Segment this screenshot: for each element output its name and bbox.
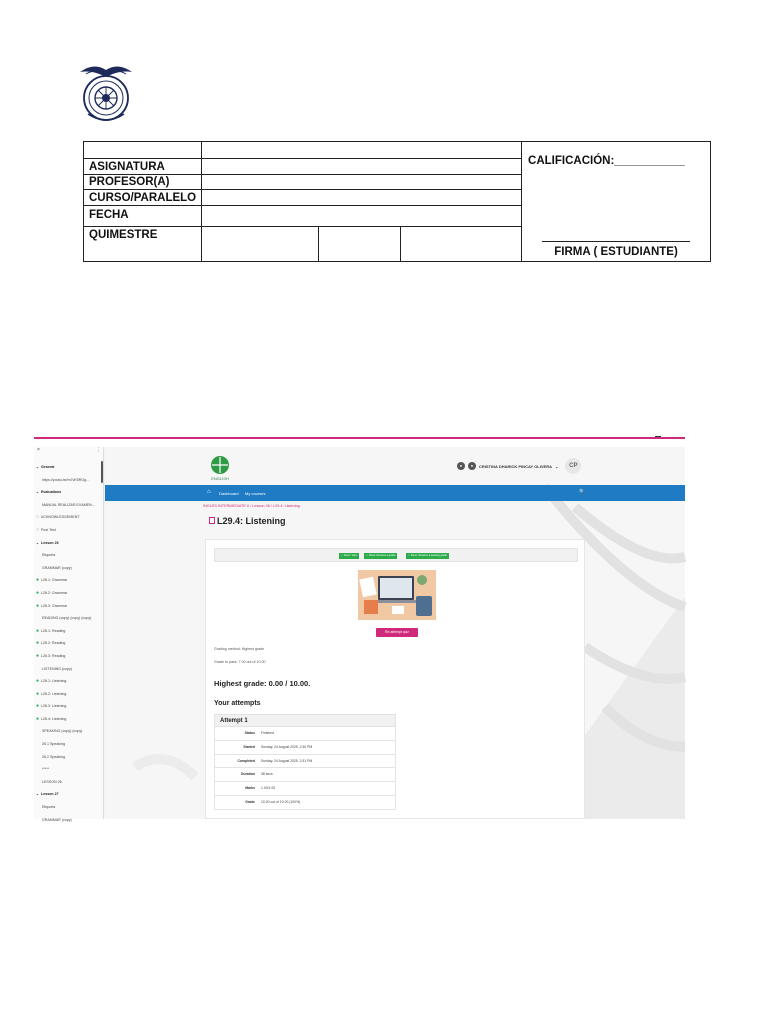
sidebar-item[interactable] — [36, 461, 100, 474]
table-row — [214, 755, 396, 769]
course-index-list — [36, 461, 100, 826]
incomplete-dot-icon: ○ — [36, 526, 40, 533]
sidebar-item[interactable] — [36, 738, 100, 751]
date-field[interactable] — [202, 206, 522, 227]
table-cell — [84, 142, 202, 159]
sidebar-item[interactable] — [36, 474, 100, 487]
sidebar-item-label: L26.3: Reading — [41, 653, 66, 658]
completion-bar — [214, 548, 578, 562]
table-row — [214, 796, 396, 810]
sidebar-item[interactable] — [36, 725, 100, 738]
browser-gap — [34, 439, 685, 447]
divider — [655, 436, 661, 437]
course-index-sidebar — [34, 447, 104, 822]
sidebar-item-label: SPEAKING (copy) (copy) — [42, 729, 83, 734]
your-attempts-heading: Your attempts — [214, 700, 261, 707]
sidebar-item[interactable] — [36, 499, 100, 512]
page-title: L29.4: Listening — [217, 516, 286, 526]
signature-line — [542, 241, 690, 242]
sidebar-item-label: READING (copy) (copy) (copy) — [42, 616, 92, 621]
attempt-row-key: Marks — [245, 786, 255, 791]
attempt-row-value: Sunday, 24 August 2025, 2:30 PM — [261, 744, 313, 749]
table-cell — [202, 142, 522, 159]
completed-dot-icon: ● — [36, 703, 40, 710]
sidebar-item[interactable] — [36, 486, 100, 499]
subject-field[interactable] — [202, 159, 522, 175]
attempt-summary-table — [214, 714, 396, 810]
teacher-field[interactable] — [202, 175, 522, 190]
sidebar-item[interactable] — [36, 625, 100, 638]
sidebar-item[interactable] — [36, 600, 100, 613]
sidebar-item-label: Etiqueta — [42, 553, 56, 558]
chevron-down-icon: ⌄ — [36, 540, 40, 545]
sidebar-item[interactable] — [36, 788, 100, 801]
grading-method-text: Grading method: Highest grade — [214, 647, 265, 651]
sidebar-item-label: General — [41, 465, 55, 469]
quimestre-label: QUIMESTRE — [84, 227, 202, 262]
chevron-down-icon: ⌄ — [36, 490, 40, 495]
sidebar-item-label: ***** — [42, 767, 49, 772]
completed-dot-icon: ● — [36, 652, 40, 659]
attempt-title: Attempt 1 — [214, 714, 396, 727]
sidebar-item-label: L26.1: Reading — [41, 628, 66, 633]
sidebar-item[interactable] — [36, 713, 100, 726]
attempt-row-key: Status — [244, 731, 255, 735]
sidebar-item[interactable] — [36, 612, 100, 625]
table-row — [214, 741, 396, 755]
attempt-row-value: 38 secs — [261, 772, 273, 777]
sidebar-item[interactable] — [36, 751, 100, 764]
sidebar-item-label: L26.4: Listening — [41, 716, 67, 721]
sidebar-item[interactable] — [36, 511, 100, 524]
nav-my-courses-link[interactable]: My courses — [245, 490, 266, 496]
completed-dot-icon: ● — [36, 627, 40, 634]
lms-screenshot — [34, 437, 685, 822]
date-label: FECHA — [84, 206, 202, 227]
completed-dot-icon: ● — [36, 678, 40, 685]
sidebar-item-label: https://youtu.be/m7vE5RGg... — [42, 477, 90, 482]
sidebar-item-label: GRAMMAR (copy) — [42, 817, 72, 822]
sidebar-item[interactable] — [36, 763, 100, 776]
completed-dot-icon: ● — [36, 577, 40, 584]
quiz-illustration — [358, 570, 436, 620]
sidebar-item[interactable] — [36, 637, 100, 650]
completed-dot-icon: ● — [36, 589, 40, 596]
sidebar-item[interactable] — [36, 801, 100, 814]
chevron-down-icon: ⌄ — [36, 465, 40, 469]
home-icon[interactable]: ⌂ — [207, 489, 211, 495]
sidebar-item-label: Lesson 26 — [41, 540, 59, 545]
grade-label: CALIFICACIÓN:___________ — [528, 155, 685, 167]
attempt-row-value: 1.00/1.00 — [261, 786, 276, 791]
sidebar-item-label: LISTENING (copy) — [42, 666, 72, 671]
sidebar-item-label: Lesson 27 — [41, 792, 59, 797]
completed-dot-icon: ● — [36, 640, 40, 647]
sidebar-item-label: L26.1: Grammar — [41, 578, 68, 583]
sidebar-item-label: Etiqueta — [42, 805, 56, 810]
student-info-table — [83, 141, 711, 262]
attempt-row-key: Started — [243, 744, 255, 749]
brand-logo-icon — [209, 455, 231, 481]
sidebar-item[interactable] — [36, 562, 100, 575]
sidebar-item-label: Evaluations — [41, 490, 62, 495]
done-view-badge: ✓ Done: View — [341, 554, 358, 557]
sidebar-item[interactable] — [36, 776, 100, 789]
sidebar-item-label: 26.2 Speaking — [42, 754, 65, 759]
highest-grade-heading: Highest grade: 0.00 / 10.00. — [214, 679, 311, 688]
chevron-down-icon: ⌄ — [36, 792, 40, 797]
sidebar-item[interactable] — [36, 574, 100, 587]
attempt-row-value: Sunday, 24 August 2025, 2:31 PM — [261, 758, 313, 763]
sidebar-item-label: L26.3: Grammar — [41, 603, 68, 608]
avatar[interactable]: CP — [565, 458, 581, 474]
nav-dashboard-link[interactable]: Dashboard — [219, 490, 239, 496]
attempt-row-value: 10.00 out of 10.00 (100%) — [261, 799, 301, 804]
course-field[interactable] — [202, 190, 522, 206]
chevron-down-icon[interactable]: ⌄ — [554, 463, 559, 469]
grade-signature-cell — [522, 142, 711, 262]
attempt-row-key: Grade — [245, 799, 255, 804]
sidebar-item-label: 26.1 Speaking — [42, 742, 65, 747]
messages-icon[interactable]: ● — [468, 462, 476, 470]
brand-text: ENGLISH — [211, 476, 229, 481]
sidebar-item[interactable] — [36, 675, 100, 688]
sidebar-item[interactable] — [36, 688, 100, 701]
incomplete-dot-icon: ○ — [36, 514, 40, 521]
sidebar-item[interactable] — [36, 524, 100, 537]
completed-dot-icon: ● — [36, 602, 40, 609]
table-row — [214, 727, 396, 741]
sidebar-item[interactable] — [36, 700, 100, 713]
sidebar-item[interactable] — [36, 650, 100, 663]
sidebar-item[interactable] — [36, 587, 100, 600]
sidebar-item[interactable] — [36, 537, 100, 550]
sidebar-item-label: Post Test — [41, 527, 56, 532]
done-passing-grade-badge: ✓ Done: Receive a passing grade — [408, 554, 448, 557]
user-name[interactable]: CRISTINA DHARICK PINCAY OLIVERA — [479, 463, 552, 469]
subject-label: ASIGNATURA — [84, 159, 202, 175]
breadcrumb[interactable]: INGLES INTERMEDIATE II / Lesson 26 / L29.4: Listening — [203, 504, 300, 508]
done-receive-grade-badge: ✓ Done: Receive a grade — [366, 554, 396, 557]
course-label: CURSO/PARALELO — [84, 190, 202, 206]
user-menu[interactable] — [457, 459, 581, 473]
table-row — [214, 768, 396, 782]
table-row — [214, 782, 396, 796]
quimestre-field-2[interactable] — [319, 227, 401, 262]
sidebar-item-label: GRAMMAR (copy) — [42, 565, 72, 570]
attempt-rows — [214, 727, 396, 810]
more-options-icon[interactable]: ⋮ — [96, 447, 101, 453]
quimestre-field-1[interactable] — [202, 227, 319, 262]
sidebar-item-label: MANUAL REALIZAR EXAMEN... — [42, 502, 95, 507]
sidebar-item-label: L26.2: Reading — [41, 641, 66, 646]
sidebar-item[interactable] — [36, 663, 100, 676]
primary-navbar — [105, 485, 685, 501]
attempt-row-value: Finished — [261, 731, 274, 735]
sidebar-item-label: L26.2: Grammar — [41, 590, 68, 595]
attempt-row-key: Completed — [237, 758, 255, 763]
search-icon[interactable]: 🔍 — [579, 489, 586, 495]
course-page — [105, 447, 685, 819]
sidebar-item-label: LESSON 26 — [42, 779, 62, 784]
completed-dot-icon: ● — [36, 690, 40, 697]
quiz-icon — [209, 517, 215, 524]
sidebar-item[interactable] — [36, 549, 100, 562]
sidebar-scrollbar[interactable] — [101, 461, 103, 483]
sidebar-item-label: L26.2: Listening — [41, 691, 67, 696]
institution-emblem-icon — [78, 62, 134, 124]
sidebar-item[interactable] — [36, 814, 100, 827]
attempt-row-key: Duration — [241, 772, 255, 777]
close-icon[interactable]: × — [37, 447, 40, 453]
sidebar-item-label: ACKNOWLEDGEMENT — [41, 515, 80, 520]
sidebar-item-label: L26.3: Listening — [41, 704, 67, 709]
grade-to-pass-text: Grade to pass: 7.00 out of 10.00 — [214, 660, 266, 664]
reattempt-quiz-button[interactable]: Re-attempt quiz — [376, 628, 418, 637]
quiz-content-card — [205, 539, 585, 819]
sidebar-item-label: L26.1: Listening — [41, 679, 67, 684]
notifications-icon[interactable]: ● — [457, 462, 465, 470]
teacher-label: PROFESOR(A) — [84, 175, 202, 190]
signature-label: FIRMA ( ESTUDIANTE) — [554, 246, 678, 258]
quimestre-field-3[interactable] — [401, 227, 522, 262]
completed-dot-icon: ● — [36, 715, 40, 722]
